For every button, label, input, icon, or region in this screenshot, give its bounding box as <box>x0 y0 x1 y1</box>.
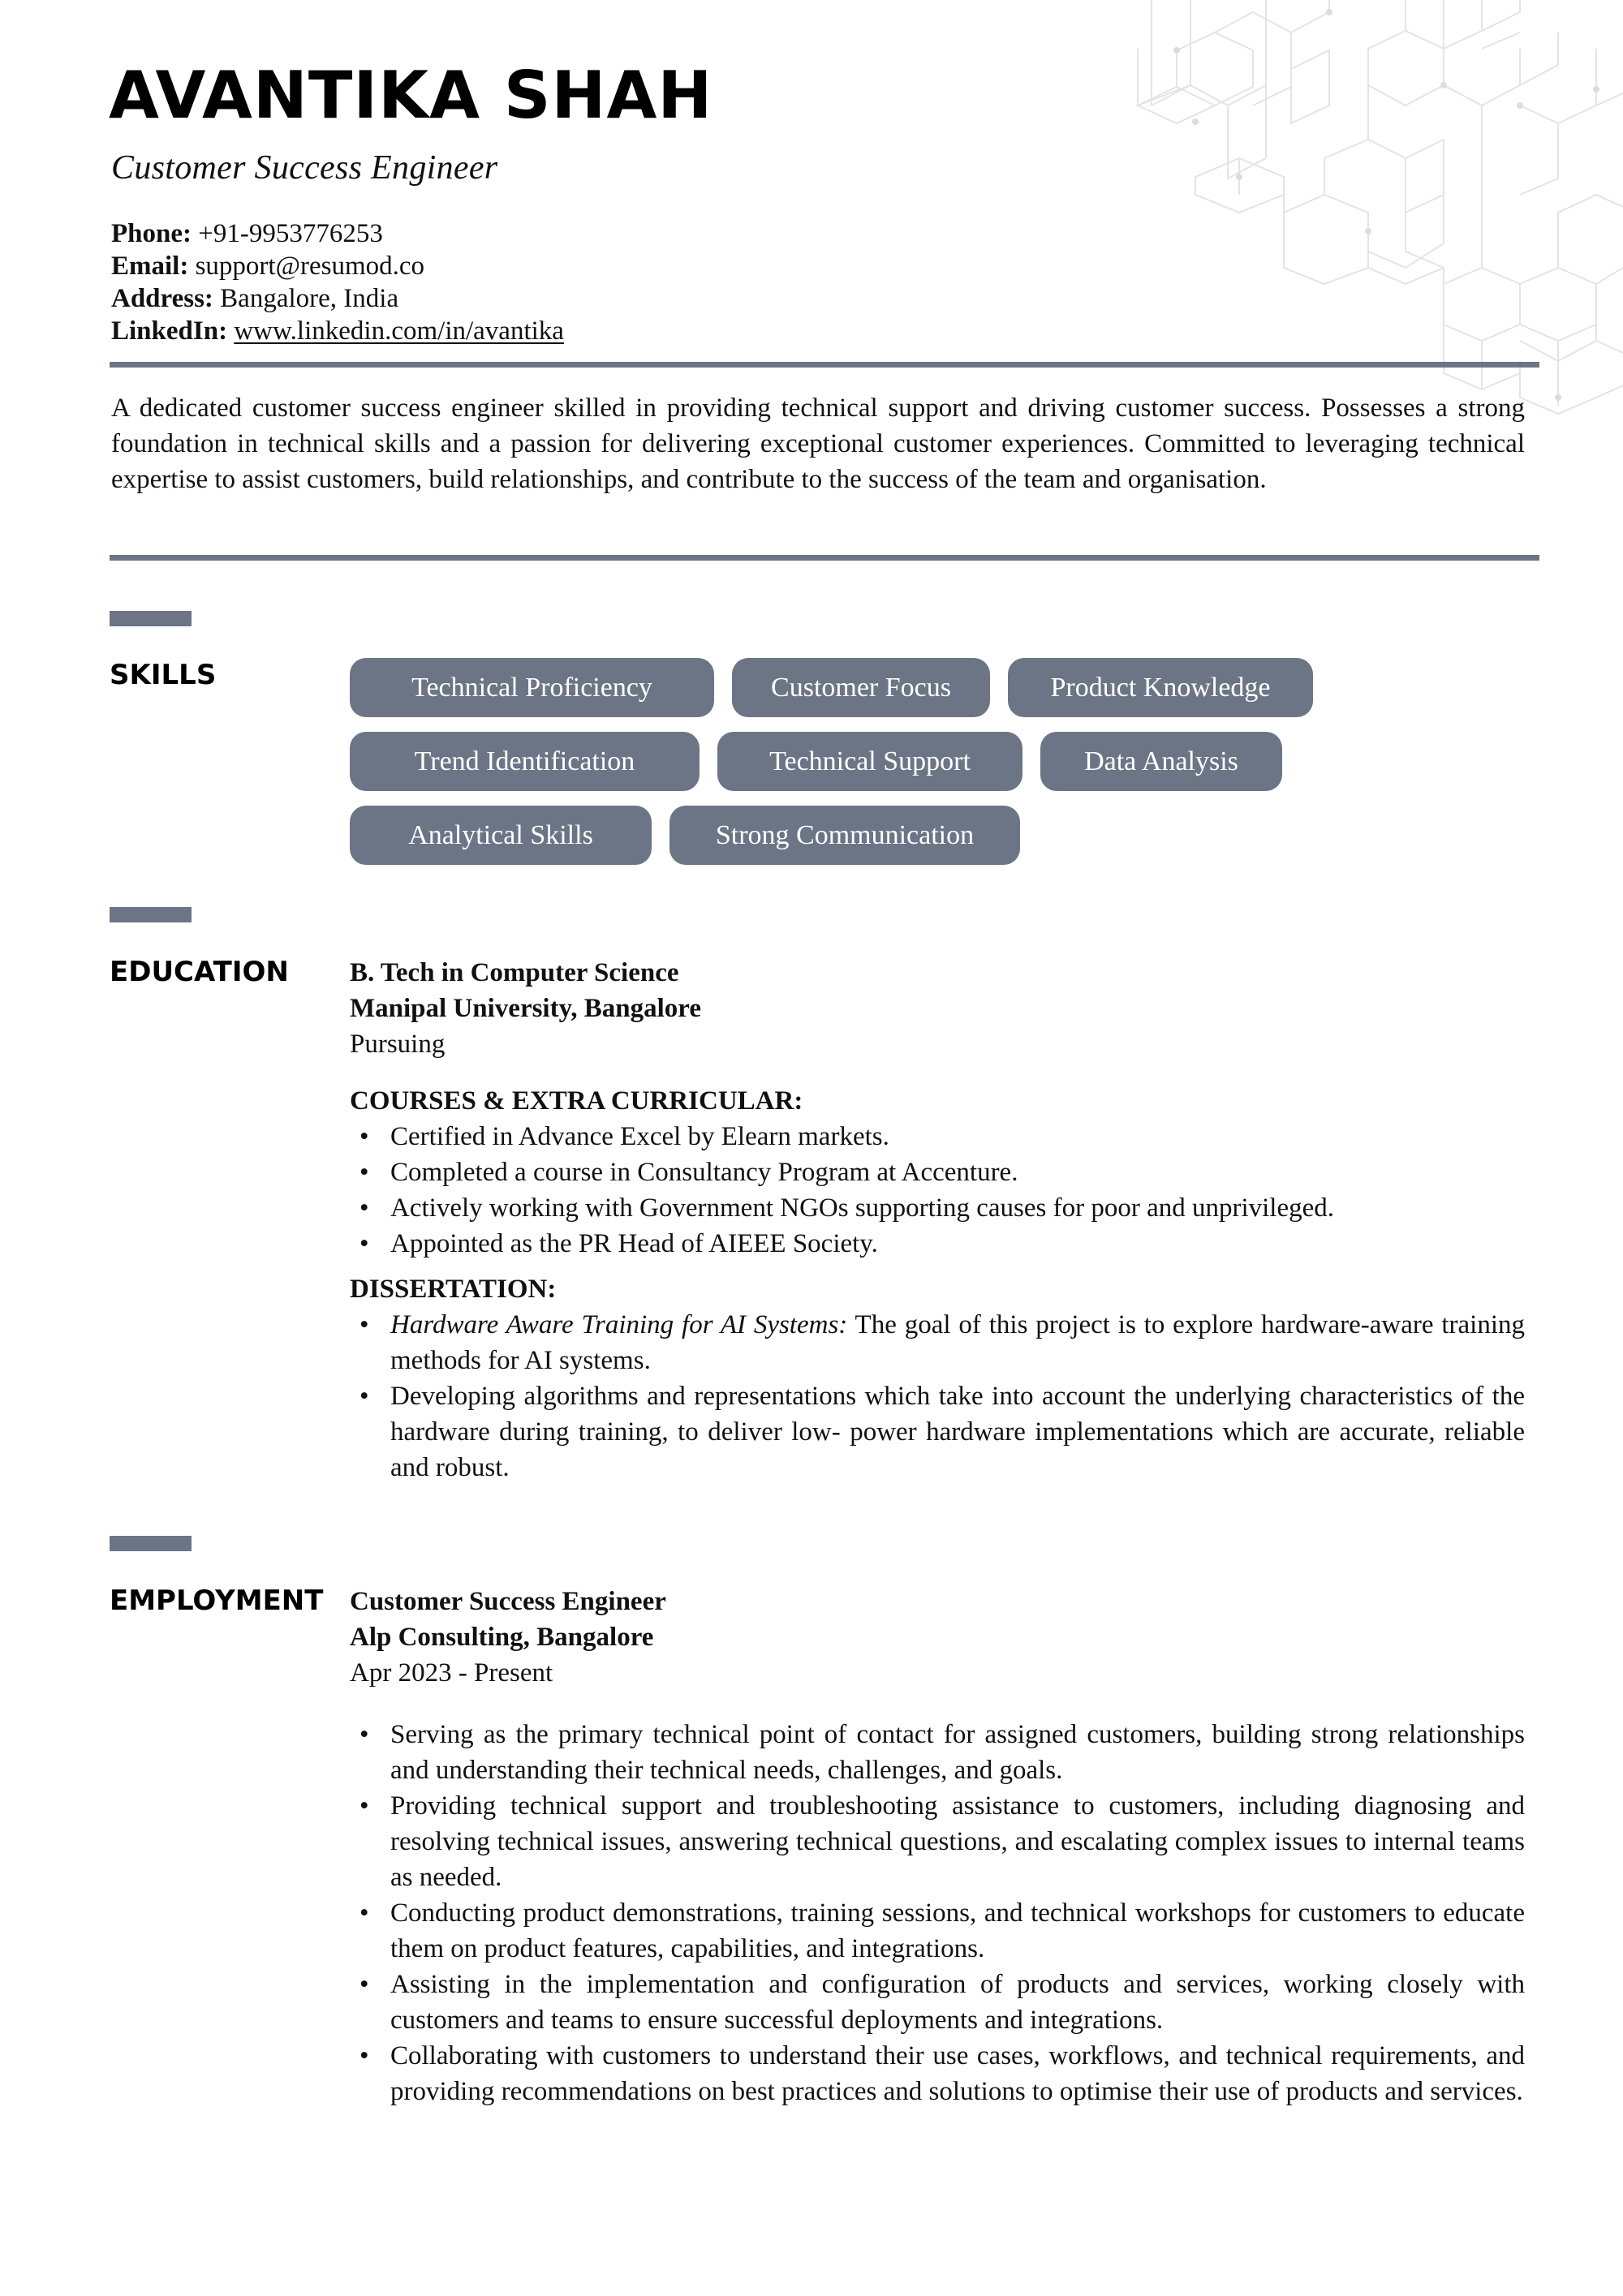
contact-email <box>111 253 424 280</box>
contact-phone <box>111 221 383 247</box>
skill-pill: Analytical Skills <box>350 806 652 865</box>
employment-section-bar <box>110 1536 192 1551</box>
skill-pill: Technical Proficiency <box>350 658 714 717</box>
job-title: Customer Success Engineer <box>111 149 498 187</box>
skill-pill: Trend Identification <box>350 732 700 791</box>
phone-label: Phone: <box>111 219 192 248</box>
skills-heading: SKILLS <box>110 659 217 691</box>
education-section-bar <box>110 907 192 922</box>
employment-dates: Apr 2023 - Present <box>350 1658 553 1688</box>
skills-row <box>350 732 1364 791</box>
skill-pill: Technical Support <box>717 732 1022 791</box>
linkedin-link[interactable]: www.linkedin.com/in/avantika <box>234 316 564 346</box>
skill-pill: Customer Focus <box>732 658 990 717</box>
course-item: • Appointed as the PR Head of AIEEE Society. <box>350 1226 1525 1262</box>
courses-list <box>350 1119 1525 1262</box>
skills-row <box>350 806 1364 865</box>
employment-bullet: • Serving as the primary technical point of contact for assigned customers, building strong relationships and understanding their technical needs, challenges, and goals. <box>350 1717 1525 1788</box>
phone-value: +91-9953776253 <box>198 219 383 248</box>
email-value[interactable]: support@resumod.co <box>195 252 425 281</box>
employment-bullet: • Conducting product demonstrations, training sessions, and technical workshops for customers to educate them on product features, capabilities, and integrations. <box>350 1895 1525 1967</box>
header-divider <box>110 362 1539 368</box>
education-status: Pursuing <box>350 1030 446 1059</box>
degree: B. Tech in Computer Science <box>350 958 679 987</box>
summary-divider <box>110 555 1539 561</box>
contact-linkedin <box>111 318 564 345</box>
skill-pill: Data Analysis <box>1040 732 1282 791</box>
dissertation-list <box>350 1307 1525 1486</box>
courses-heading: COURSES & EXTRA CURRICULAR: <box>350 1086 803 1116</box>
candidate-name: AVANTIKA SHAH <box>109 58 713 133</box>
dissertation-text: Developing algorithms and representations which take into account the underlying characteristics of the hardware during training, to deliver low- power hardware implementations which are accurate, reliable and robust. <box>390 1382 1525 1482</box>
employment-company: Alp Consulting, Bangalore <box>350 1623 654 1652</box>
skills-row <box>350 658 1364 717</box>
course-item: • Actively working with Government NGOs supporting causes for poor and unprivileged. <box>350 1190 1525 1226</box>
address-label: Address: <box>111 284 213 313</box>
employment-role: Customer Success Engineer <box>350 1587 666 1616</box>
employment-details <box>350 1584 1525 2109</box>
employment-heading: EMPLOYMENT <box>110 1584 324 1617</box>
course-item: • Completed a course in Consultancy Program at Accenture. <box>350 1154 1525 1190</box>
dissertation-title: Hardware Aware Training for AI Systems: <box>390 1310 848 1339</box>
skills-section-bar <box>110 611 192 626</box>
course-item: • Certified in Advance Excel by Elearn markets. <box>350 1119 1525 1154</box>
skills-list <box>350 658 1364 865</box>
dissertation-heading: DISSERTATION: <box>350 1275 557 1304</box>
employment-bullet: • Providing technical support and troubleshooting assistance to customers, including diagnosing and resolving technical issues, answering technical questions, and escalating complex issues to internal teams as needed. <box>350 1788 1525 1895</box>
address-value: Bangalore, India <box>220 284 399 313</box>
employment-bullet: • Collaborating with customers to understand their use cases, workflows, and technical requirements, and providing recommendations on best practices and solutions to optimise their use of products and services. <box>350 2038 1525 2109</box>
employment-bullets <box>350 1717 1525 2109</box>
education-heading: EDUCATION <box>110 956 289 988</box>
education-details <box>350 955 1525 1486</box>
skill-pill: Product Knowledge <box>1008 658 1313 717</box>
institution: Manipal University, Bangalore <box>350 994 701 1023</box>
dissertation-text: The goal of this project is to explore hardware-aware training methods for AI systems. <box>390 1310 1525 1375</box>
linkedin-label: LinkedIn: <box>111 316 228 346</box>
contact-address <box>111 286 398 312</box>
email-label: Email: <box>111 252 189 281</box>
skill-pill: Strong Communication <box>669 806 1020 865</box>
dissertation-item <box>350 1378 1525 1486</box>
dissertation-item <box>350 1307 1525 1378</box>
employment-bullet: • Assisting in the implementation and configuration of products and services, working closely with customers and teams to ensure successful deployments and integrations. <box>350 1967 1525 2038</box>
professional-summary: A dedicated customer success engineer skilled in providing technical support and driving customer success. Possesses a strong foundation in technical skills and a passion for delivering exceptional customer experiences. Committed to leveraging technical expertise to assist customers, build relationships, and contribute to the success of the team and organisation. <box>111 393 1525 494</box>
